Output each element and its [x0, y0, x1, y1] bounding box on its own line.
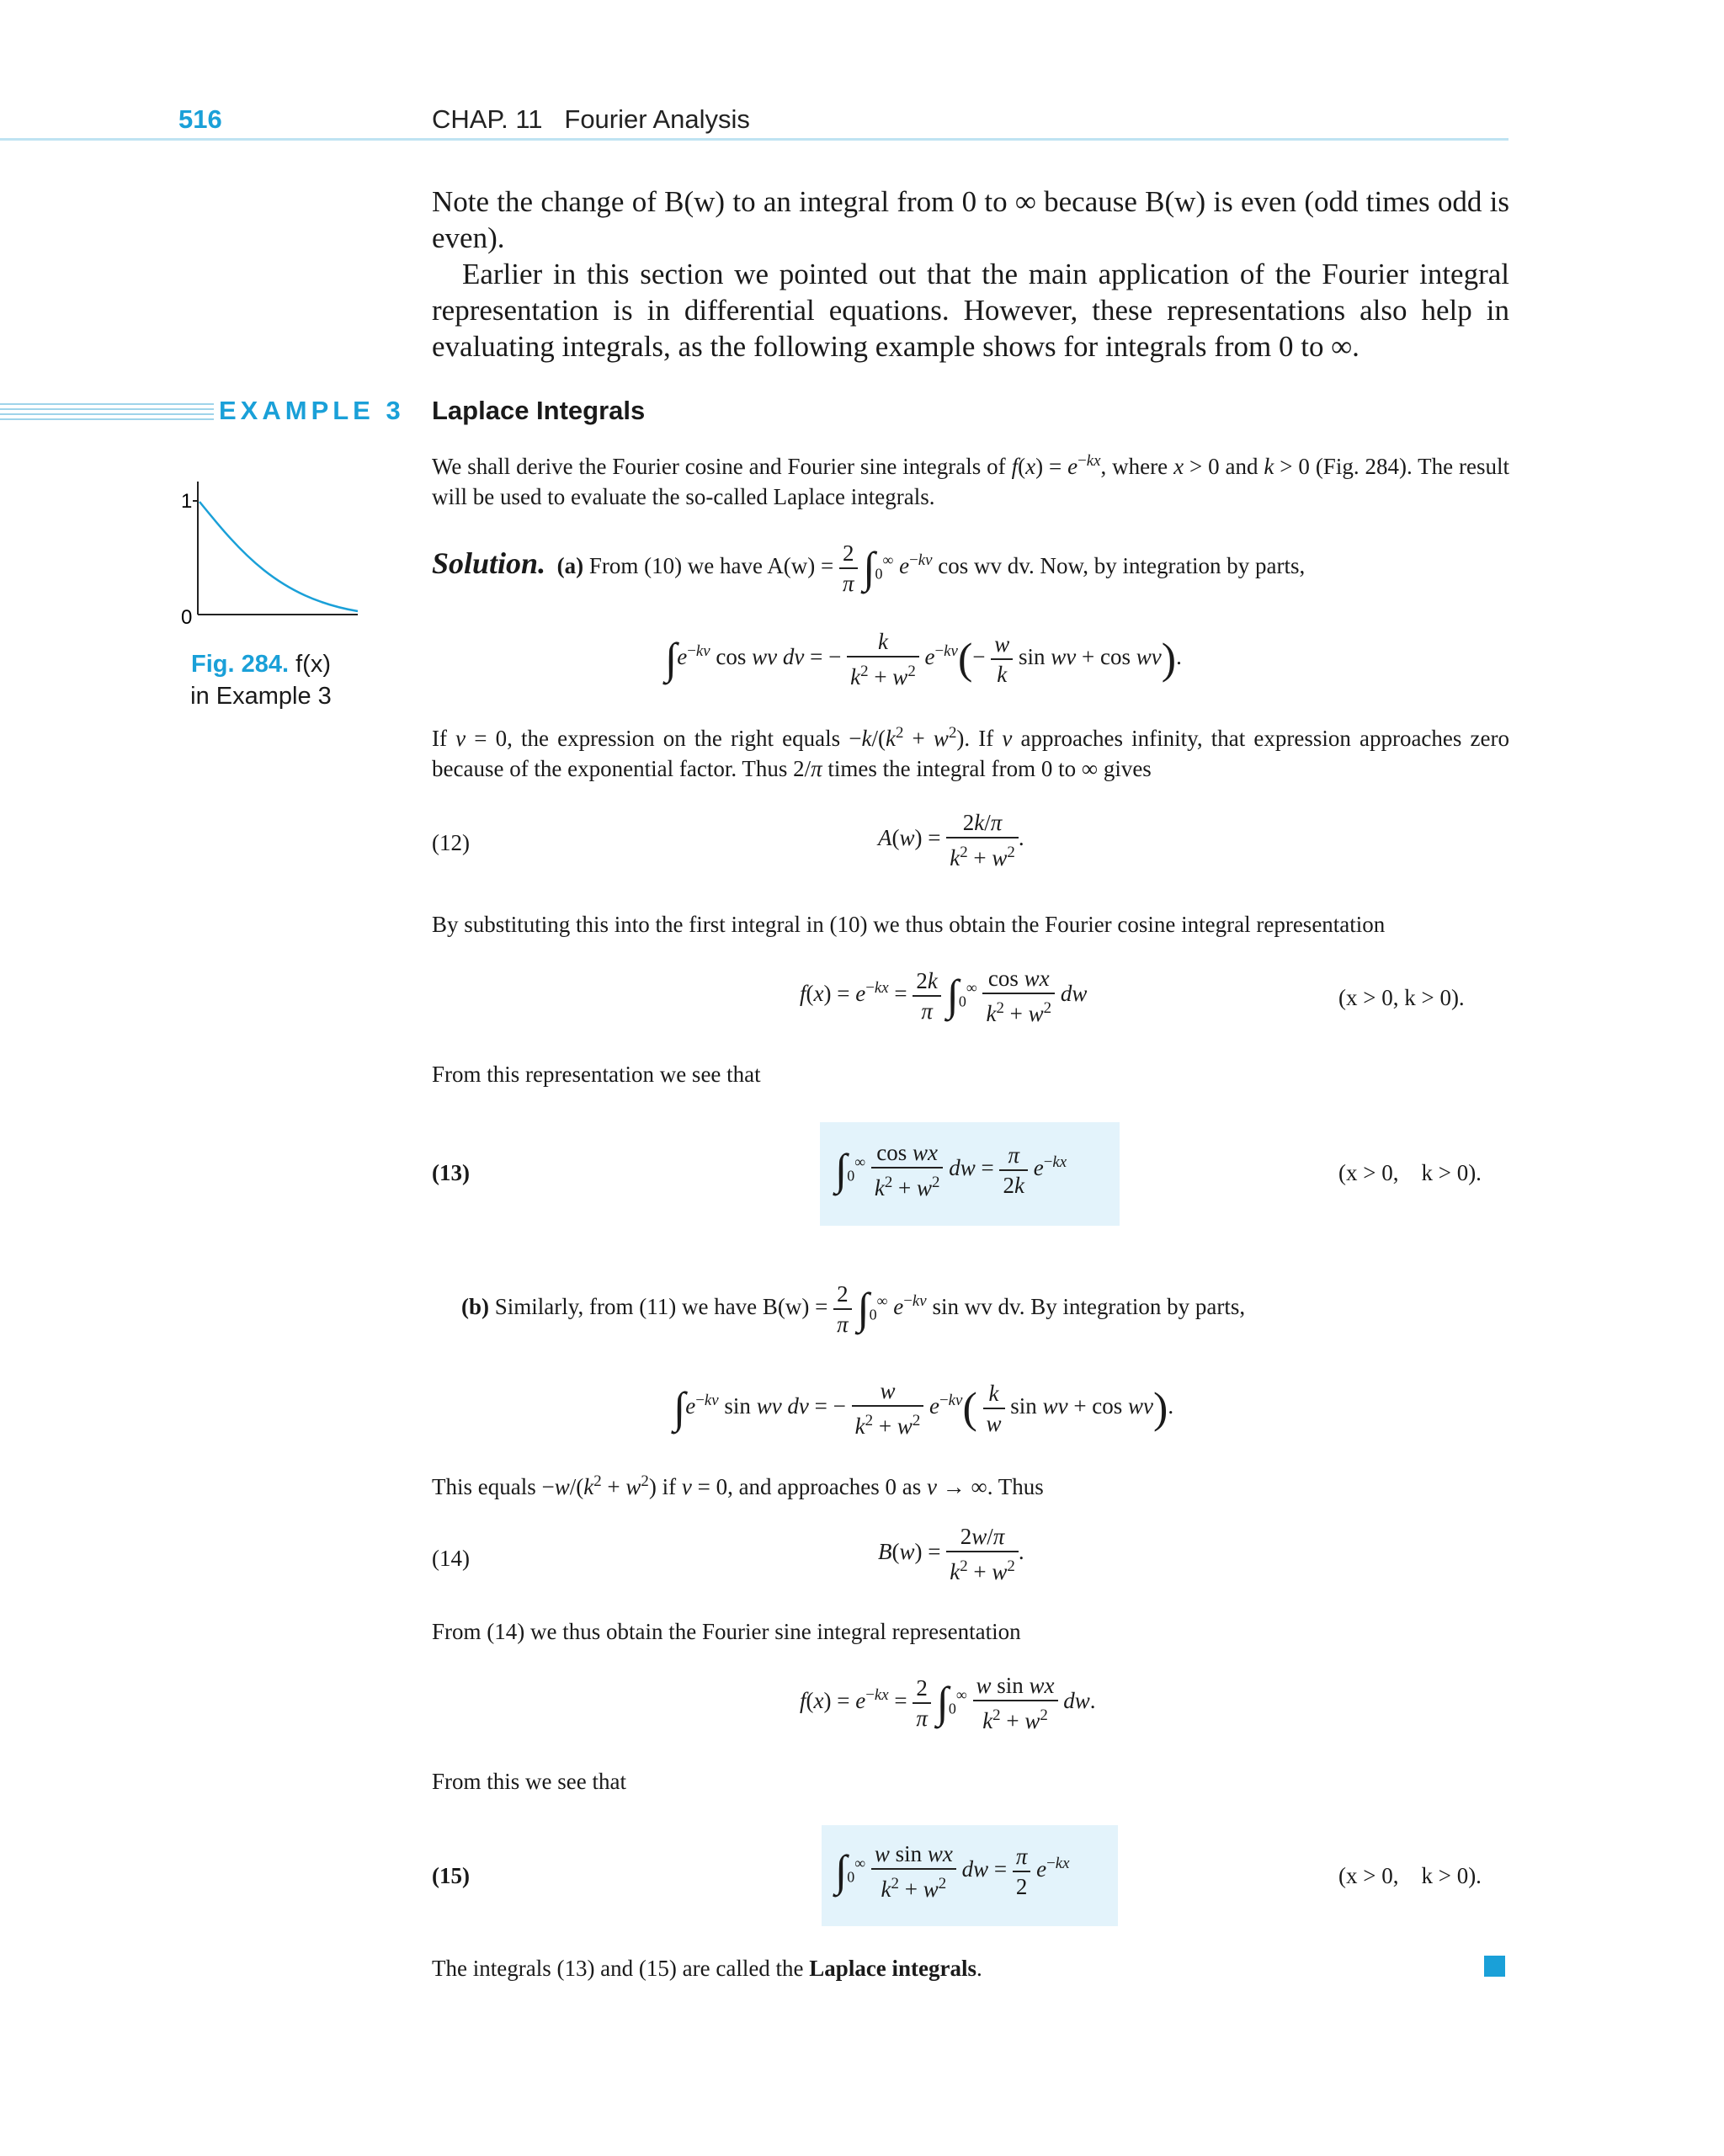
final-pre: The integrals (13) and (15) are called the — [432, 1956, 810, 1981]
equation-13: $\int_0^\infty$ $\frac{\text{cos wx}}{k^2 + w^2}$ dw = $\frac{\pi}{2k}$ $e^{-kx}$ — [835, 1140, 1067, 1200]
solution-b-line: (b) Similarly, from (11) we have B(w) = $\frac{2}{\pi}$ $\int_0^\infty$ $e^{-kv}$ sin wv dv. By integration by parts, — [461, 1281, 1246, 1337]
solution-label: Solution. — [432, 546, 546, 581]
eq12-label: (12) — [432, 830, 470, 855]
part-a-text: From (10) we have A(w) = — [588, 553, 834, 579]
equation-cos-parts: $\int e^{-kv}$ cos wv dv = − $\frac{k}{k^2 + w^2}$ $e^{-kv}(-$ $\frac{w}{k}$ sin wv + cos wv). — [665, 629, 1182, 689]
part-b-label: (b) — [461, 1294, 489, 1320]
condition-3: (x > 0, k > 0). — [1338, 1863, 1482, 1888]
paragraph-from14: From (14) we thus obtain the Fourier sine integral representation — [432, 1619, 1021, 1644]
part-b-text: Similarly, from (11) we have B(w) = — [494, 1294, 828, 1320]
figure-label: Fig. 284. — [191, 651, 290, 678]
final-post: . — [976, 1956, 982, 1981]
part-a-label: (a) — [556, 553, 584, 579]
intro-paragraph-1: Note the change of B(w) to an integral from 0 to ∞ because B(w) is even (odd times odd is even). — [432, 185, 1509, 254]
header-rule — [0, 138, 1508, 141]
equation-cos-representation: $f(x) = e^{-kx}$ = $\frac{2k}{\pi}$ $\int_0^\infty$ $\frac{\text{cos wx}}{k^2 + w^2}$ dw — [800, 966, 1088, 1026]
final-bold: Laplace integrals — [809, 1956, 977, 1981]
example-title: Laplace Integrals — [432, 396, 646, 425]
exp-decay-curve — [200, 502, 358, 611]
paragraph-if-v0: If v = 0, the expression on the right equals $-k/(k^2 + w^2)$. If v approaches infinity, that expression approaches zero because of the exponential factor. Thus 2/π times the integral from 0 to ∞ gives — [432, 724, 1510, 781]
figure-caption-rest: in Example 3 — [190, 683, 332, 710]
paragraph-this-equals: This equals $-w/(k^2 + w^2)$ if v = 0, and approaches 0 as v → ∞. Thus — [432, 1472, 1044, 1499]
eq13-label: (13) — [432, 1160, 470, 1185]
solution-a-line: Solution. (a) From (10) we have A(w) = $\frac{2}{\pi}$ $\int_0^\infty$ $e^{-kv}$ cos wv dv. Now, by integration by parts, — [432, 540, 1306, 596]
end-of-example-square — [1484, 1956, 1505, 1977]
equation-sin-representation: $f(x) = e^{-kx}$ = $\frac{2}{\pi}$ $\int_0^\infty$ $\frac{\text{w sin wx}}{k^2 + w^2}$ dw. — [800, 1673, 1096, 1733]
equation-14: B(w) = $\frac{2w/\pi}{k^2 + w^2}$ . — [878, 1524, 1024, 1584]
condition-2: (x > 0, k > 0). — [1338, 1160, 1482, 1185]
eq14-label: (14) — [432, 1546, 470, 1571]
running-header: CHAP. 11 Fourier Analysis — [432, 104, 750, 134]
paragraph-final — [432, 1953, 982, 1983]
equation-12: A(w) = $\frac{2k/\pi}{k^2 + w^2}$ . — [878, 810, 1024, 870]
figure-284-plot — [164, 471, 375, 636]
part-b-text-2: sin wv dv. By integration by parts, — [932, 1294, 1246, 1320]
equation-15: $\int_0^\infty$ $\frac{\text{w sin wx}}{k^2 + w^2}$ dw = $\frac{\pi}{2}$ $e^{-kx}$ — [835, 1841, 1070, 1902]
y-tick-0: 0 — [181, 606, 193, 629]
example-statement: We shall derive the Fourier cosine and Fourier sine integrals of $f(x) = e^{-kx}$, where x > 0 and k > 0 (Fig. 284). The result will be used to evaluate the so-called Laplace integrals. — [432, 452, 1510, 509]
part-a-text-2: cos wv dv. Now, by integration by parts, — [938, 553, 1306, 579]
intro-paragraph-2: Earlier in this section we pointed out that the main application of the Fourier integral representation is in differential equations. However, these representations also help in evaluating integrals, as the following example shows for integrals from 0 to ∞. — [432, 258, 1509, 363]
page-number: 516 — [178, 104, 222, 134]
example-label: EXAMPLE 3 — [214, 396, 410, 426]
paragraph-substituting: By substituting this into the first integral in (10) we thus obtain the Fourier cosine integral representation — [432, 912, 1386, 937]
condition-1: (x > 0, k > 0). — [1338, 985, 1465, 1010]
figure-fx: f(x) — [295, 651, 331, 678]
eq15-label: (15) — [432, 1863, 470, 1888]
paragraph-from-representation: From this representation we see that — [432, 1062, 761, 1087]
figure-caption — [152, 648, 370, 712]
equation-sin-parts: $\int e^{-kv}$ sin wv dv = − $\frac{w}{k^2 + w^2}$ $e^{-kv}$( $\frac{k}{w}$ sin wv + cos wv). — [673, 1378, 1174, 1439]
paragraph-from-this: From this we see that — [432, 1769, 626, 1794]
y-tick-1: 1 — [181, 490, 193, 513]
